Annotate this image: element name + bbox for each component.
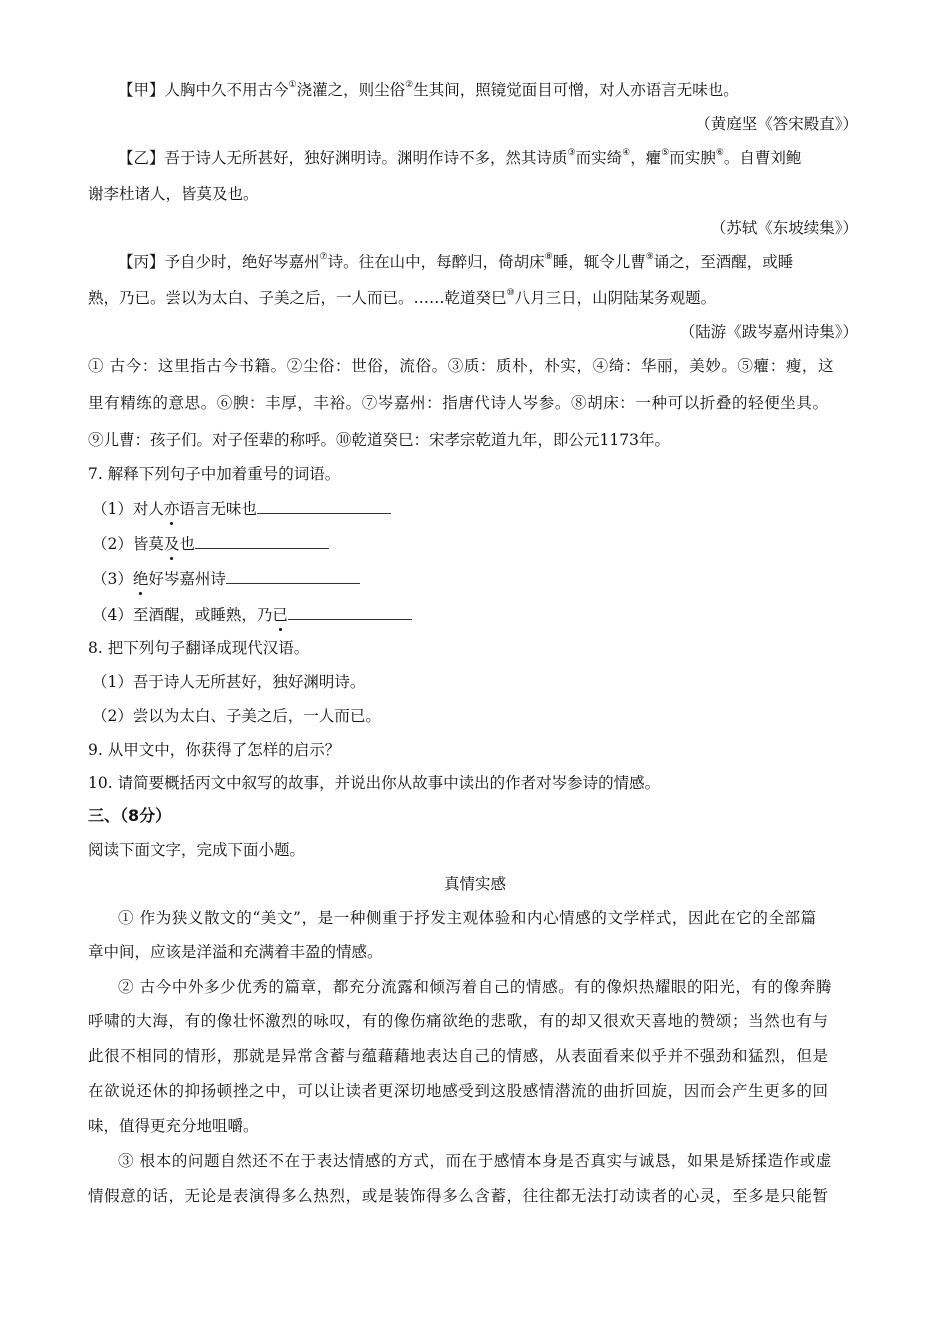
footnote-marker: ④ — [622, 148, 631, 158]
passage-yi-line-2: 谢李杜诸人，皆莫及也。 — [88, 185, 259, 203]
emphasized-word: 及 — [163, 535, 180, 553]
passage-yi-source: （苏轼《东坡续集》） — [710, 219, 858, 237]
answer-blank[interactable] — [226, 567, 360, 584]
passage-yi-text: 而实腴 — [669, 149, 716, 167]
passage-jia-text: 浇灌之，则尘俗 — [296, 81, 406, 99]
item-text: （3） — [92, 570, 133, 588]
article-paragraph-3-line-2: 情假意的话，无论是表演得多么热烈，或是装饰得多么含蓄，往往都无法打动读者的心灵，至多是只能暂 — [88, 1187, 829, 1205]
question-10-stem: 10. 请简要概括丙文中叙写的故事，并说出你从故事中读出的作者对岑参诗的情感。 — [88, 774, 661, 792]
emphasized-word: 亦 — [163, 500, 180, 518]
passage-bing-text: 熟，乃已。尝以为太白、子美之后，一人而已。……乾道癸巳 — [88, 289, 507, 307]
article-paragraph-1-line-1: ① 作为狭义散文的“美文”，是一种侧重于抒发主观体验和内心情感的文学样式，因此在它的全部篇 — [118, 909, 817, 927]
passage-jia-line — [118, 80, 739, 100]
question-7-item-4 — [92, 603, 412, 625]
passage-bing-text: 诗。往在山中，每醉归，倚胡床 — [327, 253, 545, 271]
passage-yi-text: 吾于诗人无所甚好，独好渊明诗。渊明作诗不多，然其诗质 — [164, 149, 568, 167]
question-7-item-2 — [92, 532, 329, 554]
footnote-marker: ② — [405, 80, 414, 90]
passage-yi-text: 而实绮 — [575, 149, 623, 167]
question-8-item-1: （1）吾于诗人无所甚好，独好渊明诗。 — [92, 673, 366, 691]
footnote-marker: ⑨ — [645, 252, 654, 262]
passage-bing-source: （陆游《跋岑嘉州诗集》） — [679, 323, 858, 341]
passage-bing-line — [118, 252, 793, 272]
passage-jia-text: 生其间，照镜觉面目可憎，对人亦语言无味也。 — [413, 81, 739, 99]
article-paragraph-2-line-4: 在欲说还休的抑扬顿挫之中，可以让读者更深切地感受到这股感情潜流的曲折回旋，因而会产生更多的回 — [88, 1082, 829, 1100]
item-text: （4）至酒醒，或睡熟，乃 — [92, 606, 273, 624]
passage-bing-text: 予自少时，绝好岑嘉州 — [164, 253, 320, 271]
question-7-item-1 — [92, 497, 391, 519]
article-paragraph-2-line-5: 味，值得更充分地咀嚼。 — [88, 1117, 259, 1135]
article-paragraph-1-line-2: 章中间，应该是洋溢和充满着丰盈的情感。 — [88, 943, 383, 961]
footnote-marker: ⑦ — [319, 252, 328, 262]
item-text: 语言无味也 — [179, 500, 257, 518]
passage-yi-line — [118, 148, 801, 168]
passage-jia-source: （黄庭坚《答宋殿直》） — [695, 115, 858, 133]
passage-yi-text: 。自曹刘鲍 — [723, 149, 802, 167]
article-title: 真情实感 — [443, 875, 506, 893]
footnote-marker: ⑩ — [506, 288, 515, 298]
passage-bing-text: 诵之，至酒醒，或睡 — [653, 253, 794, 271]
section-3-heading: 三、（8分） — [88, 806, 172, 825]
passage-bing-line-2 — [88, 288, 716, 308]
item-text: （2）皆莫 — [92, 535, 164, 553]
footnote-marker: ① — [288, 80, 297, 90]
section-3-instruction: 阅读下面文字，完成下面小题。 — [88, 841, 306, 859]
footnote-marker: ⑤ — [661, 148, 670, 158]
notes-line-2: 里有精练的意思。⑥腴：丰厚，丰裕。⑦岑嘉州：指唐代诗人岑参。⑧胡床：一种可以折叠的轻便坐具。 — [88, 394, 829, 412]
question-9-stem: 9. 从甲文中，你获得了怎样的启示？ — [88, 741, 341, 759]
passage-bing-label: 【丙】 — [118, 253, 165, 271]
passage-yi-text: ，癯 — [630, 149, 662, 167]
answer-blank[interactable] — [257, 497, 391, 514]
item-text: 好岑嘉州诗 — [148, 570, 226, 588]
passage-jia-label: 【甲】 — [118, 81, 165, 99]
notes-line-3: ⑨儿曹：孩子们。对子侄辈的称呼。⑩乾道癸巳：宋孝宗乾道九年，即公元1173年。 — [88, 431, 670, 449]
passage-bing-text: 睡，辄令儿曹 — [552, 253, 646, 271]
question-7-item-3 — [92, 567, 360, 589]
question-7-stem: 7. 解释下列句子中加着重号的词语。 — [88, 465, 341, 483]
article-paragraph-2-line-1: ② 古今中外多少优秀的篇章，都充分流露和倾泻着自己的情感。有的像炽热耀眼的阳光，有的像奔腾 — [118, 978, 832, 996]
answer-blank[interactable] — [288, 603, 412, 620]
item-text: （1）对人 — [92, 500, 164, 518]
question-8-item-2: （2）尝以为太白、子美之后，一人而已。 — [92, 707, 381, 725]
emphasized-word: 已 — [272, 606, 288, 624]
passage-jia-text: 人胸中久不用古今 — [164, 81, 289, 99]
emphasized-word: 绝 — [132, 570, 149, 588]
answer-blank[interactable] — [195, 532, 329, 549]
passage-bing-text: 八月三日，山阴陆某务观题。 — [514, 289, 717, 307]
footnote-marker: ⑥ — [715, 148, 724, 158]
question-8-stem: 8. 把下列句子翻译成现代汉语。 — [88, 639, 310, 657]
passage-yi-label: 【乙】 — [118, 149, 165, 167]
footnote-marker: ③ — [567, 148, 576, 158]
article-paragraph-2-line-2: 呼啸的大海，有的像壮怀激烈的咏叹，有的像伤痛欲绝的悲歌，有的却又很欢天喜地的赞颂；当然也有与 — [88, 1012, 829, 1030]
article-paragraph-3-line-1: ③ 根本的问题自然还不在于表达情感的方式，而在于感情本身是否真实与诚恳，如果是矫揉造作或虚 — [118, 1152, 832, 1170]
item-text: 也 — [179, 535, 195, 553]
notes-line-1: ① 古今：这里指古今书籍。②尘俗：世俗，流俗。③质：质朴，朴实，④绮：华丽，美妙。⑤癯：瘦，这 — [88, 357, 835, 375]
article-paragraph-2-line-3: 此很不相同的情形，那就是异常含蓄与蕴藉藉地表达自己的情感，从表面看来似乎并不强劲和猛烈，但是 — [88, 1047, 829, 1065]
footnote-marker: ⑧ — [544, 252, 553, 262]
